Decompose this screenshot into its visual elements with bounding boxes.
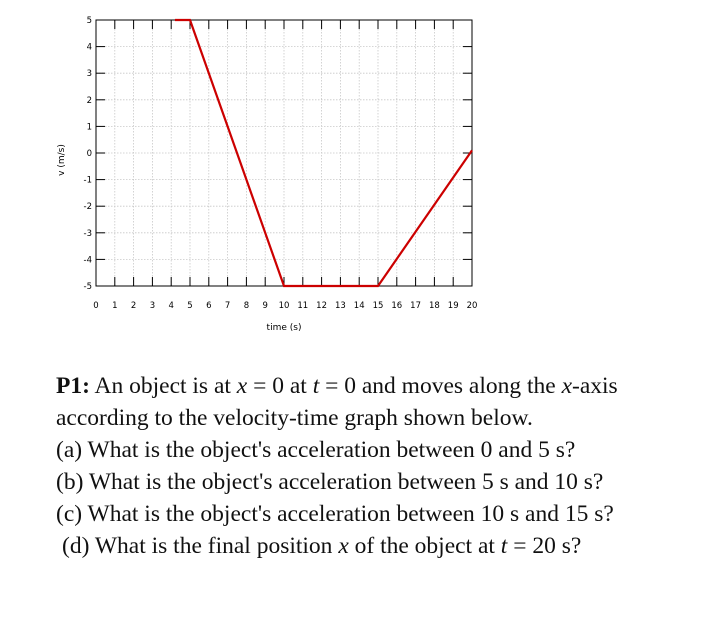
x-tick-label: 4 [168,301,174,311]
x-tick-label: 16 [391,301,403,311]
y-axis-label: v (m/s) [57,144,67,176]
question-b: (b) What is the object's acceleration between 5 s and 10 s? [56,469,604,495]
y-tick-label: -5 [83,282,92,292]
y-tick-label: -1 [83,175,92,186]
x-tick-label: 13 [334,301,346,311]
problem-intro [56,370,676,434]
y-tick-label: 1 [86,122,92,133]
question-d [56,530,676,562]
intro-eq1: = 0 at [247,373,313,399]
problem-label: P1: [56,373,90,399]
question-a: (a) What is the object's acceleration between 0 and 5 s? [56,437,576,463]
y-tick-label: 0 [86,149,92,159]
x-tick-label: 6 [206,301,212,311]
y-tick-label: 5 [86,16,92,26]
x-tick-label: 10 [278,301,290,311]
var-x-axis: x [561,373,573,399]
qd-text-a: (d) What is the final position [62,533,339,559]
qd-var-x: x [338,533,349,559]
qd-text-c: = 20 s? [507,533,582,559]
x-tick-label: 1 [112,301,118,311]
x-axis-label: time (s) [266,323,302,333]
y-tick-label: 4 [86,42,92,53]
x-tick-label: 5 [187,301,193,311]
intro-text-b: -axis according to the velocity-time graph shown below. [56,373,618,431]
y-tick-label: -4 [83,255,92,266]
x-tick-label: 12 [316,301,328,311]
y-tick-label: 2 [86,95,92,106]
x-tick-label: 8 [243,301,250,311]
y-tick-label: -2 [83,202,92,213]
x-tick-label: 19 [447,301,459,311]
qd-text-b: of the object at [348,533,501,559]
y-tick-label: -3 [83,228,92,239]
y-tick-labels [84,16,92,292]
x-tick-label: 15 [372,301,384,311]
x-tick-label: 17 [410,301,422,311]
problem-text [56,370,676,562]
x-tick-label: 0 [93,301,99,311]
x-tick-label: 3 [149,301,156,311]
intro-eq2: = 0 and moves along the [319,373,562,399]
x-tick-label: 18 [428,301,440,311]
x-tick-labels [93,301,477,311]
x-tick-label: 11 [297,301,309,311]
x-tick-label: 20 [466,301,478,311]
x-tick-label: 2 [130,301,137,311]
question-c: (c) What is the object's acceleration between 10 s and 15 s? [56,501,614,527]
grid-lines [96,20,472,286]
qd-var-t: t [500,533,508,559]
x-tick-label: 9 [262,301,268,311]
intro-text-a: An object is at [89,373,237,399]
x-tick-label: 14 [353,301,365,311]
x-tick-label: 7 [224,301,231,311]
var-t: t [312,373,320,399]
y-tick-label: 3 [86,69,92,80]
var-x: x [236,373,248,399]
